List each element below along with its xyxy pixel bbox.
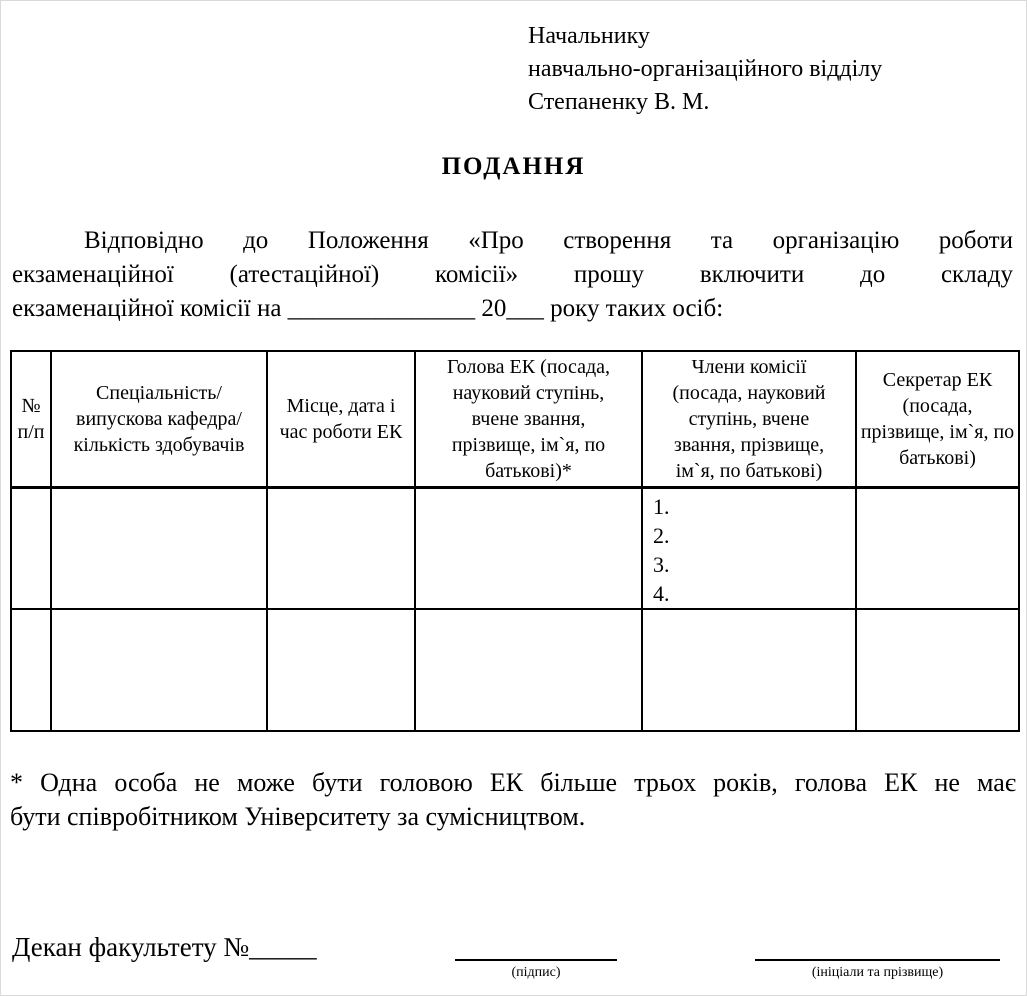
header-line: прізвище, ім`я, по: [451, 434, 606, 456]
header-col-specialty: [51, 351, 267, 488]
paragraph-line-2: екзаменаційної (атестаційної) комісії» прошу включити до складу: [12, 261, 1013, 288]
cell-head-empty: [415, 609, 642, 731]
cell-members-empty: [642, 609, 856, 731]
header-line: Секретар ЕК: [882, 369, 993, 391]
header-col-members: [642, 351, 856, 488]
table-row: [11, 609, 1019, 731]
header-line: батькові): [899, 447, 976, 469]
cell-place-empty: [267, 488, 415, 610]
cell-specialty-empty: [51, 609, 267, 731]
header-line: звання, прізвище,: [673, 434, 825, 456]
name-caption: (ініціали та прізвище): [811, 965, 944, 980]
document-title: ПОДАННЯ: [441, 153, 586, 180]
cell-number-empty: [11, 609, 51, 731]
header-col-head: [415, 351, 642, 488]
recipient-line-1: Начальнику: [528, 23, 650, 49]
signature-caption: (підпис): [511, 965, 561, 980]
footnote-line-1: * Одна особа не може бути головою ЕК більше трьох років, голова ЕК не має: [10, 768, 1016, 797]
header-line: вчене звання,: [471, 408, 586, 430]
header-line: №: [21, 395, 41, 417]
header-col-secretary: [856, 351, 1019, 488]
header-line: ступінь, вчене: [688, 408, 810, 430]
recipient-line-2: навчально-організаційного відділу: [528, 56, 883, 82]
header-line: Члени комісії: [691, 356, 807, 378]
member-item-3: 3.: [653, 552, 670, 577]
member-item-2: 2.: [653, 523, 670, 548]
header-line: Місце, дата і: [286, 395, 396, 417]
cell-secretary-empty: [856, 609, 1019, 731]
header-line: випускова кафедра/: [76, 408, 242, 430]
header-line: батькові)*: [485, 460, 572, 482]
paragraph-line-3: екзаменаційної комісії на _______________ 20___ року таких осіб:: [12, 295, 724, 322]
cell-members-list: [642, 488, 856, 610]
members-numbered-list: [643, 489, 855, 608]
table-header-row: [11, 351, 1019, 488]
header-line: (посада,: [902, 395, 973, 417]
member-item-1: 1.: [653, 494, 670, 519]
header-line: (посада, науковий: [672, 382, 826, 404]
recipient-line-3: Степаненку В. М.: [528, 89, 710, 115]
header-line: Голова ЕК (посада,: [446, 356, 611, 378]
header-line: ім`я, по батькові): [675, 460, 823, 482]
commission-table: [10, 350, 1020, 732]
cell-number-empty: [11, 488, 51, 610]
cell-specialty-empty: [51, 488, 267, 610]
table-row: [11, 488, 1019, 610]
body-paragraph: [12, 224, 1013, 326]
header-line: Спеціальність/: [96, 382, 222, 404]
header-line: час роботи ЕК: [279, 421, 403, 443]
header-line: кількість здобувачів: [73, 434, 245, 456]
cell-secretary-empty: [856, 488, 1019, 610]
header-line: п/п: [17, 421, 45, 443]
header-line: науковий ступінь,: [452, 382, 605, 404]
paragraph-line-1: Відповідно до Положення «Про створення та організацію роботи: [84, 227, 1013, 254]
cell-place-empty: [267, 609, 415, 731]
header-col-place: [267, 351, 415, 488]
name-line: [755, 959, 1000, 961]
member-item-4: 4.: [653, 581, 670, 606]
footnote: [10, 766, 1016, 834]
cell-head-empty: [415, 488, 642, 610]
footnote-line-2: бути співробітником Університету за сумісництвом.: [10, 802, 586, 831]
header-line: прізвище, ім`я, по: [860, 421, 1015, 443]
dean-signature-label: Декан факультету №_____: [12, 932, 317, 962]
header-col-number: [11, 351, 51, 488]
signature-line: [455, 959, 617, 961]
recipient-block: [528, 20, 882, 119]
